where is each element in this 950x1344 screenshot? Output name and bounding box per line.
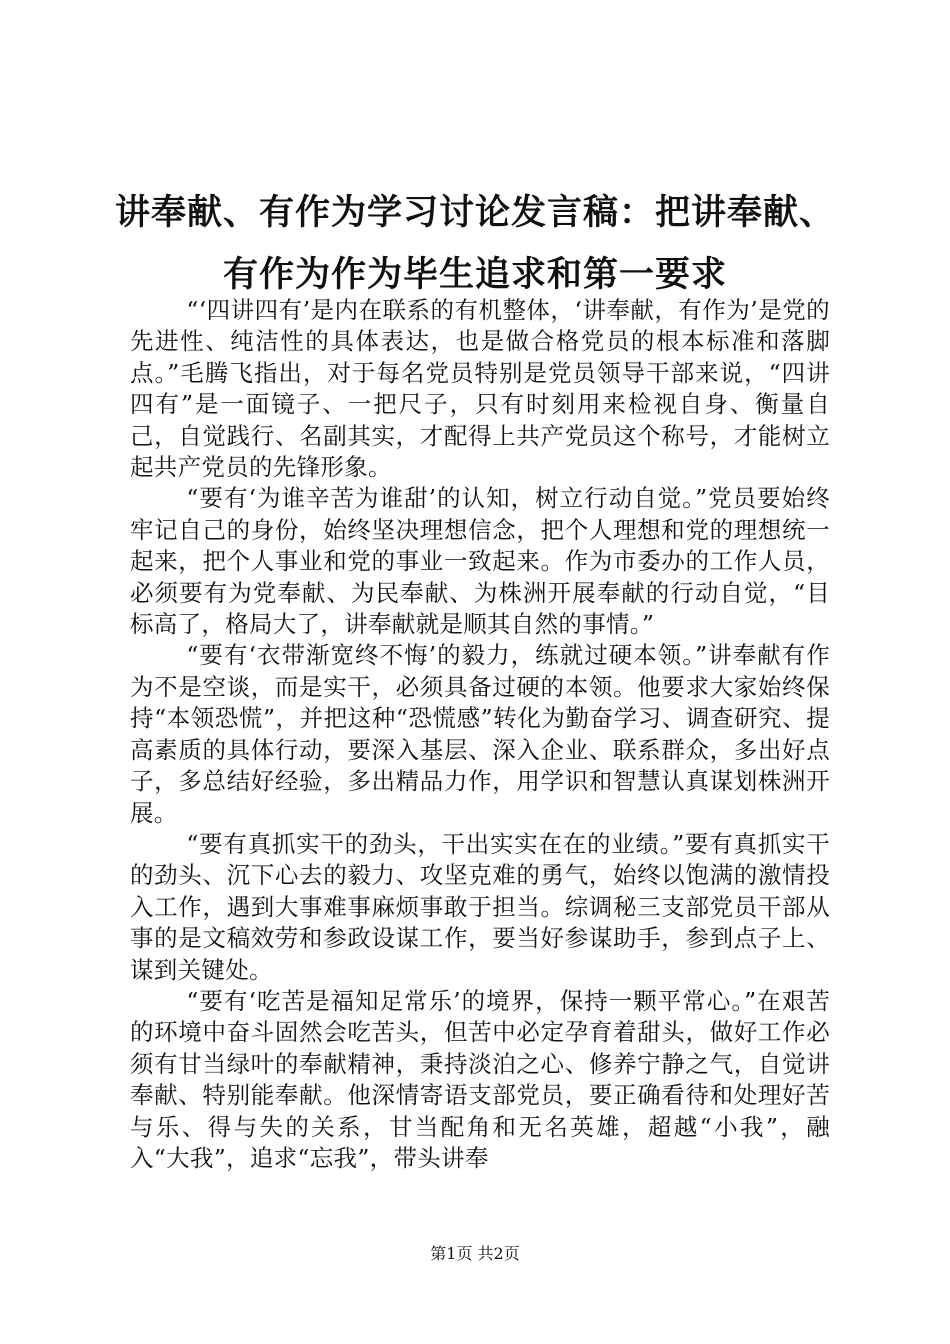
paragraph: “要有‘衣带渐宽终不悔’的毅力，练就过硬本领。”讲奉献有作为不是空谈，而是实干，必须具备过硬的本领。他要求大家始终保持“本领恐慌”，并把这种“恐慌感”转化为勤奋学习、调查研究、提高素质的具体行动，要深入基层、深入企业、联系群众，多出好点子，多总结好经验，多出精品力作，用学识和智慧认真谋划株洲开展。 xyxy=(130,641,830,827)
document-body xyxy=(130,295,830,1174)
paragraph: “要有‘为谁辛苦为谁甜’的认知，树立行动自觉。”党员要始终牢记自己的身份，始终坚决理想信念，把个人理想和党的理想统一起来，把个人事业和党的事业一致起来。作为市委办的工作人员，必须要有为党奉献、为民奉献、为株洲开展奉献的行动自觉，“目标高了，格局大了，讲奉献就是顺其自然的事情。” xyxy=(130,484,830,639)
paragraph: “要有‘吃苦是福知足常乐’的境界，保持一颗平常心。”在艰苦的环境中奋斗固然会吃苦头，但苦中必定孕育着甜头，做好工作必须有甘当绿叶的奉献精神，秉持淡泊之心、修养宁静之气，自觉讲奉献、特别能奉献。他深情寄语支部党员，要正确看待和处理好苦与乐、得与失的关系，甘当配角和无名英雄，超越“小我”，融入“大我”，追求“忘我”，带头讲奉 xyxy=(130,986,830,1172)
document-title: 讲奉献、有作为学习讨论发言稿：把讲奉献、有作为作为毕生追求和第一要求 xyxy=(114,192,835,295)
page-number-footer: 第1页 共2页 xyxy=(430,1244,520,1263)
paragraph: “‘四讲四有’是内在联系的有机整体，‘讲奉献，有作为’是党的先进性、纯洁性的具体表达，也是做合格党员的根本标准和落脚点。”毛腾飞指出，对于每名党员特别是党员领导干部来说，“四讲四有”是一面镜子、一把尺子，只有时刻用来检视自身、衡量自己，自觉践行、名副其实，才配得上共产党员这个称号，才能树立起共产党员的先锋形象。 xyxy=(130,296,830,482)
paragraph: “要有真抓实干的劲头，干出实实在在的业绩。”要有真抓实干的劲头、沉下心去的毅力、攻坚克难的勇气，始终以饱满的激情投入工作，遇到大事难事麻烦事敢于担当。综调秘三支部党员干部从事的是文稿效劳和参政设谋工作，要当好参谋助手，参到点子上、谋到关键处。 xyxy=(130,829,830,984)
